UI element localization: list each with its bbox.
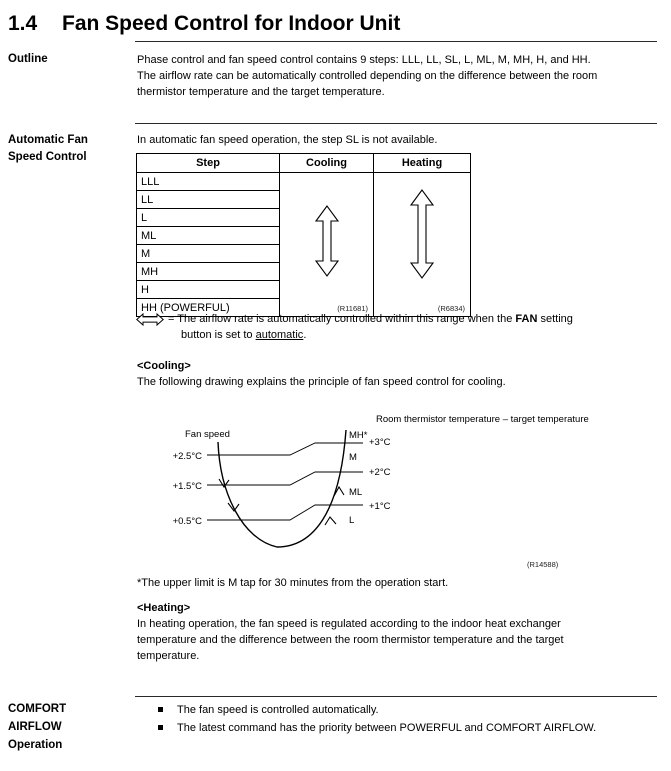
page-title <box>8 11 400 37</box>
bullet-square-icon <box>158 725 163 730</box>
step-cell: H <box>137 281 280 299</box>
right-step-label: M <box>349 452 357 463</box>
diagram-ref-code: (R14588) <box>527 560 559 569</box>
sidebar-label-comfort-airflow <box>8 700 66 754</box>
comfort-bullet-list <box>158 701 596 737</box>
cooling-section <box>137 358 506 390</box>
note-text-segment: . <box>303 329 307 341</box>
curve-arrowhead <box>325 517 336 525</box>
divider-rule <box>135 41 657 42</box>
outline-paragraph <box>137 52 665 100</box>
range-note-line <box>181 327 668 343</box>
left-threshold-label: +2.5°C <box>172 451 202 462</box>
left-threshold-label: +1.5°C <box>172 481 202 492</box>
right-temp-label: +2°C <box>369 467 391 478</box>
cooling-ref-code: (R11681) <box>337 304 368 313</box>
sidebar-label-auto-fan <box>8 132 88 166</box>
sidebar-label-line: Speed Control <box>8 151 87 163</box>
range-note-line <box>168 311 668 327</box>
table-header-cooling: Cooling <box>280 154 374 173</box>
cooling-diagram <box>150 408 671 575</box>
step-cell: L <box>137 209 280 227</box>
sidebar-label-line: Automatic Fan <box>8 134 88 146</box>
step-cell: LLL <box>137 173 280 191</box>
paragraph-line: thermistor temperature and the target temperature. <box>137 86 385 98</box>
bullet-square-icon <box>158 707 163 712</box>
paragraph-line: The airflow rate can be automatically controlled depending on the difference between the room <box>137 70 598 82</box>
paragraph-line: In heating operation, the fan speed is regulated according to the indoor heat exchanger <box>137 618 561 630</box>
list-item <box>158 701 596 719</box>
cooling-footnote: *The upper limit is M tap for 30 minutes from the operation start. <box>137 577 449 589</box>
step-cell: MH <box>137 263 280 281</box>
hysteresis-curve <box>218 430 346 547</box>
section-title: Fan Speed Control for Indoor Unit <box>62 12 401 35</box>
diagram-axis-label: Room thermistor temperature – target temperature <box>376 414 589 425</box>
note-text-segment: button is set to <box>181 329 256 341</box>
divider-rule <box>135 123 657 124</box>
double-arrow-icon <box>136 313 164 326</box>
range-note <box>168 311 668 343</box>
note-underlined-segment: automatic <box>255 329 304 341</box>
auto-fan-intro: In automatic fan speed operation, the step SL is not available. <box>137 134 438 146</box>
section-number: 1.4 <box>8 12 38 35</box>
cooling-range-arrow-icon <box>312 205 342 277</box>
left-threshold-label: +0.5°C <box>172 516 202 527</box>
step-cell: ML <box>137 227 280 245</box>
note-text-segment: setting <box>537 313 573 325</box>
fan-speed-label: Fan speed <box>185 429 230 440</box>
note-bold-segment: FAN <box>515 313 538 325</box>
table-header-heating: Heating <box>374 154 471 173</box>
right-step-label: L <box>349 515 355 526</box>
list-item <box>158 719 596 737</box>
sidebar-label-line: Operation <box>8 739 63 751</box>
sidebar-label-line: COMFORT <box>8 703 67 715</box>
step-line <box>207 505 363 520</box>
step-cell: M <box>137 245 280 263</box>
cooling-paragraph: The following drawing explains the principle of fan speed control for cooling. <box>137 376 506 388</box>
right-temp-label: +3°C <box>369 437 391 448</box>
step-line <box>207 443 363 455</box>
paragraph-line: temperature and the difference between the room thermistor temperature and the target <box>137 634 564 646</box>
cooling-range-cell <box>280 173 374 317</box>
heating-heading: <Heating> <box>137 602 191 614</box>
step-cell: LL <box>137 191 280 209</box>
heating-ref-code: (R6834) <box>437 304 465 313</box>
fan-step-table <box>136 153 471 317</box>
table-header-step: Step <box>137 154 280 173</box>
heating-section <box>137 600 564 664</box>
right-step-label: MH* <box>349 430 368 441</box>
bullet-text: The fan speed is controlled automatically. <box>177 704 379 716</box>
sidebar-label-line: AIRFLOW <box>8 721 62 733</box>
right-temp-label: +1°C <box>369 501 391 512</box>
bullet-text: The latest command has the priority between POWERFUL and COMFORT AIRFLOW. <box>177 722 597 734</box>
sidebar-label-outline: Outline <box>8 53 48 65</box>
divider-rule <box>135 696 657 697</box>
step-cell: HH (POWERFUL) <box>137 299 280 317</box>
heating-range-cell <box>374 173 471 317</box>
right-step-label: ML <box>349 487 363 498</box>
heating-range-arrow-icon <box>407 189 437 279</box>
paragraph-line: Phase control and fan speed control contains 9 steps: LLL, LL, SL, L, ML, M, MH, H, and HH. <box>137 54 591 66</box>
cooling-heading: <Cooling> <box>137 360 191 372</box>
paragraph-line: temperature. <box>137 650 200 662</box>
note-text-segment: = The airflow rate is automatically controlled within this range when the <box>168 313 516 325</box>
